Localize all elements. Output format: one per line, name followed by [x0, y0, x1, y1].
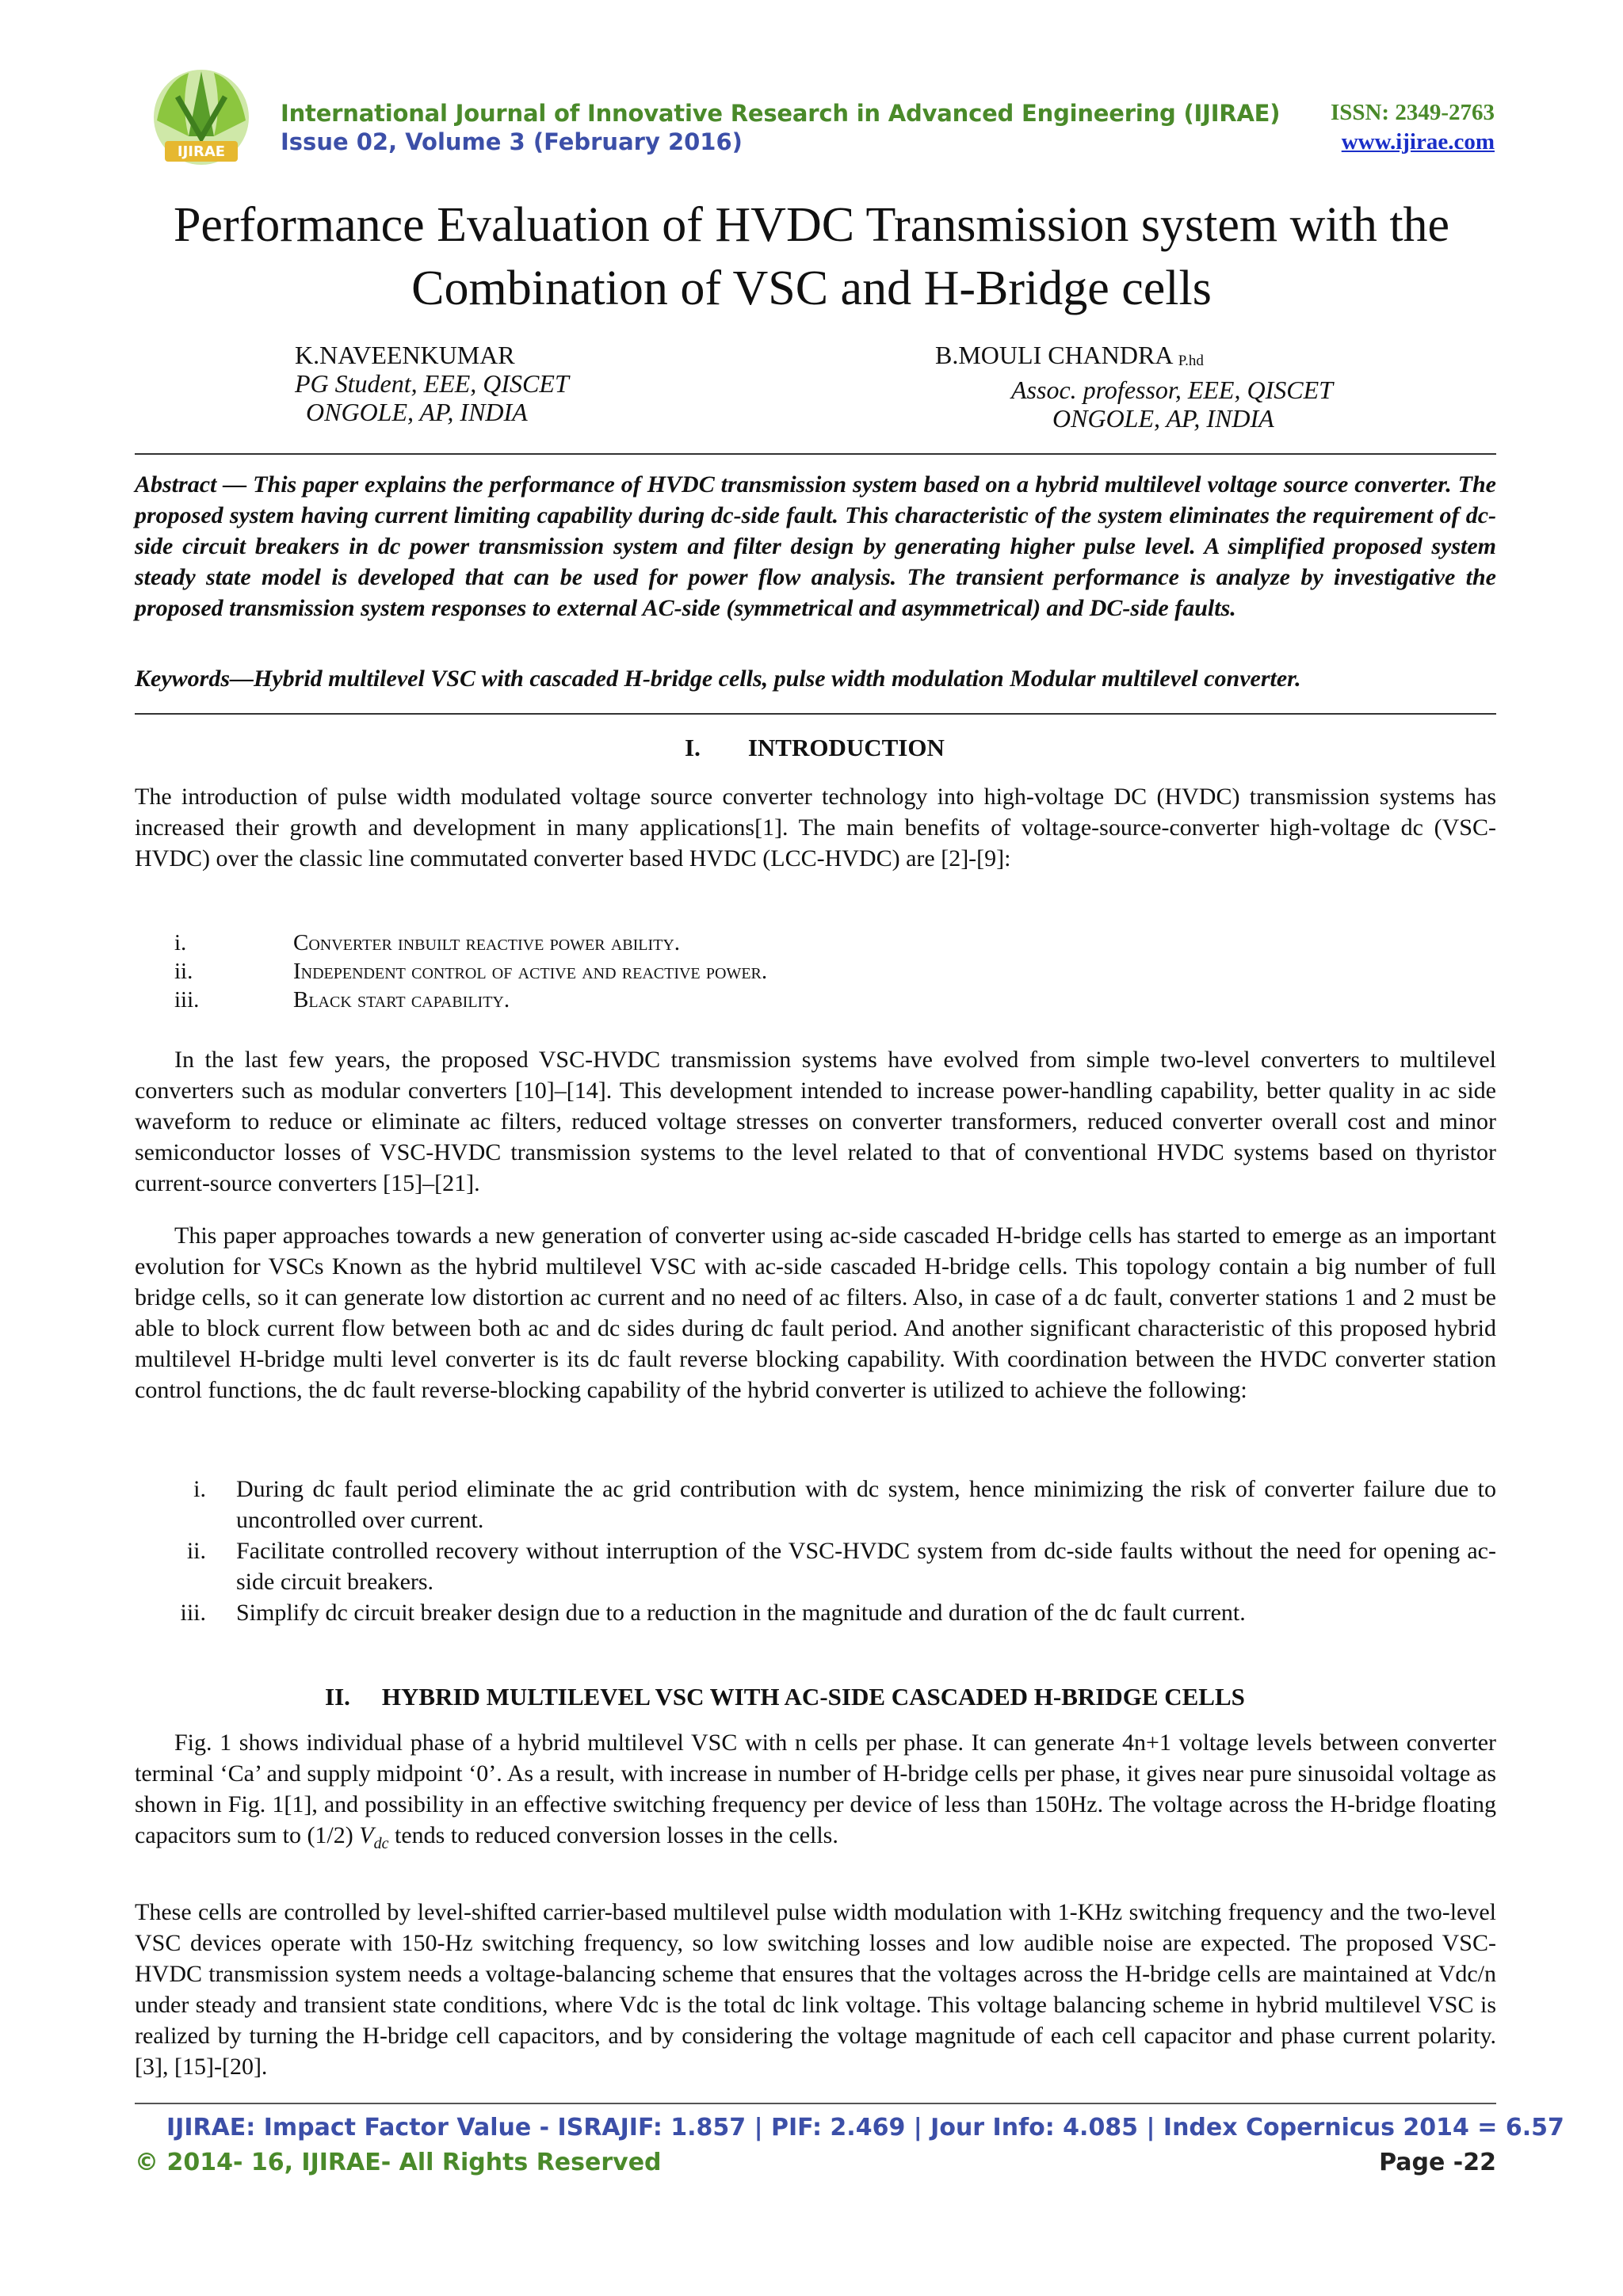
- footer-divider: [135, 2103, 1496, 2104]
- author-location: ONGOLE, AP, INDIA: [306, 398, 528, 426]
- footer-copyright: © 2014- 16, IJIRAE- All Rights Reserved: [135, 2149, 662, 2176]
- list-item: i. During dc fault period eliminate the ac grid contribution with dc system, hence minimizing the risk of converter failure due to uncontrolled over current.: [193, 1476, 1496, 1533]
- section-number: I.: [685, 734, 701, 761]
- journal-header: [133, 65, 1495, 160]
- header-left: [281, 100, 1280, 155]
- paper-title: Performance Evaluation of HVDC Transmission system with the Combination of VSC and H-Bridge cells: [173, 198, 1450, 315]
- section-title: HYBRID MULTILEVEL VSC WITH AC-SIDE CASCADED H-BRIDGE CELLS: [381, 1683, 1245, 1711]
- list-item: i. Converter inbuilt reactive power ability.: [174, 930, 681, 955]
- divider: [135, 713, 1496, 715]
- author-location: ONGOLE, AP, INDIA: [1052, 404, 1274, 433]
- intro-paragraph-3: This paper approaches towards a new generation of converter using ac-side cascaded H-bridge cells has started to emerge as an important evolution for VSCs Known as the hybrid multilevel VSC with ac-side cascaded H-bridge cells. This topology contain a big number of full bridge cells, so it can generate low distortion ac current and no need of ac filters. Also, in case of a dc fault, converter stations 1 and 2 must be able to block current flow between both ac and dc sides during dc fault period. And another significant characteristic of this proposed hybrid multilevel H-bridge multi level converter is its dc fault reverse blocking capability. With coordination between the HVDC converter station control functions, the dc fault reverse-blocking capability of the hybrid converter is utilized to achieve the following:: [135, 1222, 1496, 1403]
- abstract: Abstract — This paper explains the performance of HVDC transmission system based on a hybrid multilevel voltage source converter. The proposed system having current limiting capability during dc-side fault. This characteristic of the system eliminates the requirement of dc-side circuit breakers in dc power transmission system and filter design by generating higher pulse level. A simplified proposed system steady state model is developed that can be used for power flow analysis. The transient performance is analyze by investigative the proposed transmission system responses to external AC-side (symmetrical and asymmetrical) and DC-side faults.: [135, 471, 1496, 621]
- goals-list: [135, 1474, 1496, 1628]
- author-position: Assoc. professor, EEE, QISCET: [1011, 376, 1333, 404]
- author-name: B.MOULI CHANDRA $_{P.hd}$: [935, 341, 1204, 369]
- intro-paragraph-2: In the last few years, the proposed VSC-HVDC transmission systems have evolved from simple two-level converters to multilevel converters such as modular converters [10]–[14]. This development intended to increase power-handling capability, better quality in ac side waveform to reduce or eliminate ac filters, reduced voltage stresses on converter transformers, reduced converter overall cost and minor semiconductor losses of VSC-HVDC transmission systems to the level related to that of conventional HVDC systems based on thyristor current-source converters [15]–[21].: [135, 1047, 1496, 1196]
- journal-name: International Journal of Innovative Research in Advanced Engineering (IJIRAE): [281, 100, 1281, 127]
- journal-issn: ISSN: 2349-2763: [1330, 100, 1495, 125]
- keywords: Keywords—Hybrid multilevel VSC with cascaded H-bridge cells, pulse width modulation Modular multilevel converter.: [135, 666, 1301, 692]
- list-item: iii. Simplify dc circuit breaker design due to a reduction in the magnitude and duration of the dc fault current.: [180, 1600, 1246, 1626]
- logo-text: IJIRAE: [177, 143, 226, 160]
- journal-issue: Issue 02, Volume 3 (February 2016): [281, 128, 743, 155]
- benefits-list: [135, 929, 1496, 1014]
- section2-paragraph-1: Fig. 1 shows individual phase of a hybrid multilevel VSC with n cells per phase. It can generate 4n+1 voltage levels between converter terminal ‘Ca’ and supply midpoint ‘0’. As a result, with increase in number of H-bridge cells per phase, it gives near pure sinusoidal voltage as shown in Fig. 1[1], and possibility in an effective switching frequency per device of less than 150Hz. The voltage across the H-bridge floating capacitors sum to (1/2) $V_{dc}$ tends to reduced conversion losses in the cells.: [135, 1730, 1496, 1852]
- footer-impact-factor: IJIRAE: Impact Factor Value - ISRAJIF: 1.857 | PIF: 2.469 | Jour Info: 4.085 | Index Copernicus 2014 = 6.57: [166, 2114, 1564, 2142]
- author-name: K.NAVEENKUMAR: [295, 341, 515, 369]
- intro-paragraph-1: The introduction of pulse width modulated voltage source converter technology into high-voltage DC (HVDC) transmission systems has increased their growth and development in many applications[1]. The main benefits of voltage-source-converter high-voltage dc (VSC-HVDC) over the classic line commutated converter based HVDC (LCC-HVDC) are [2]-[9]:: [135, 784, 1496, 871]
- section-heading-hybrid-vsc: [325, 1683, 1245, 1711]
- author-2: [935, 341, 1333, 433]
- author-1: [295, 341, 569, 426]
- divider: [135, 453, 1496, 455]
- section-title: INTRODUCTION: [747, 734, 945, 761]
- section2-paragraph-2: These cells are controlled by level-shifted carrier-based multilevel pulse width modulation with 1-KHz switching frequency and the two-level VSC devices operate with 150-Hz switching frequency, so low switching losses and low audible noise are expected. The proposed VSC-HVDC transmission system needs a voltage-balancing scheme that ensures that the voltages across the H-bridge cells are maintained at Vdc/n under steady and transient state conditions, where Vdc is the total dc link voltage. This voltage balancing scheme in hybrid multilevel VSC is realized by turning the H-bridge cell capacitors, and by considering the voltage magnitude of each cell capacitor and phase current polarity. [3], [15]-[20].: [135, 1899, 1496, 2080]
- section-heading-introduction: [685, 734, 945, 762]
- author-position: PG Student, EEE, QISCET: [295, 369, 569, 398]
- section-number: II.: [325, 1683, 350, 1711]
- list-item: ii. Independent control of active and reactive power.: [174, 959, 768, 984]
- list-item: ii. Facilitate controlled recovery without interruption of the VSC-HVDC system from dc-side faults without the need for opening ac-side circuit breakers.: [186, 1538, 1496, 1595]
- author-degree: P.hd: [1178, 353, 1204, 369]
- journal-website-link[interactable]: www.ijirae.com: [1341, 129, 1495, 154]
- list-item: iii. Black start capability.: [174, 987, 510, 1013]
- header-right: [1331, 100, 1495, 155]
- footer-page-number: Page -22: [1379, 2149, 1496, 2176]
- journal-logo: [133, 65, 271, 166]
